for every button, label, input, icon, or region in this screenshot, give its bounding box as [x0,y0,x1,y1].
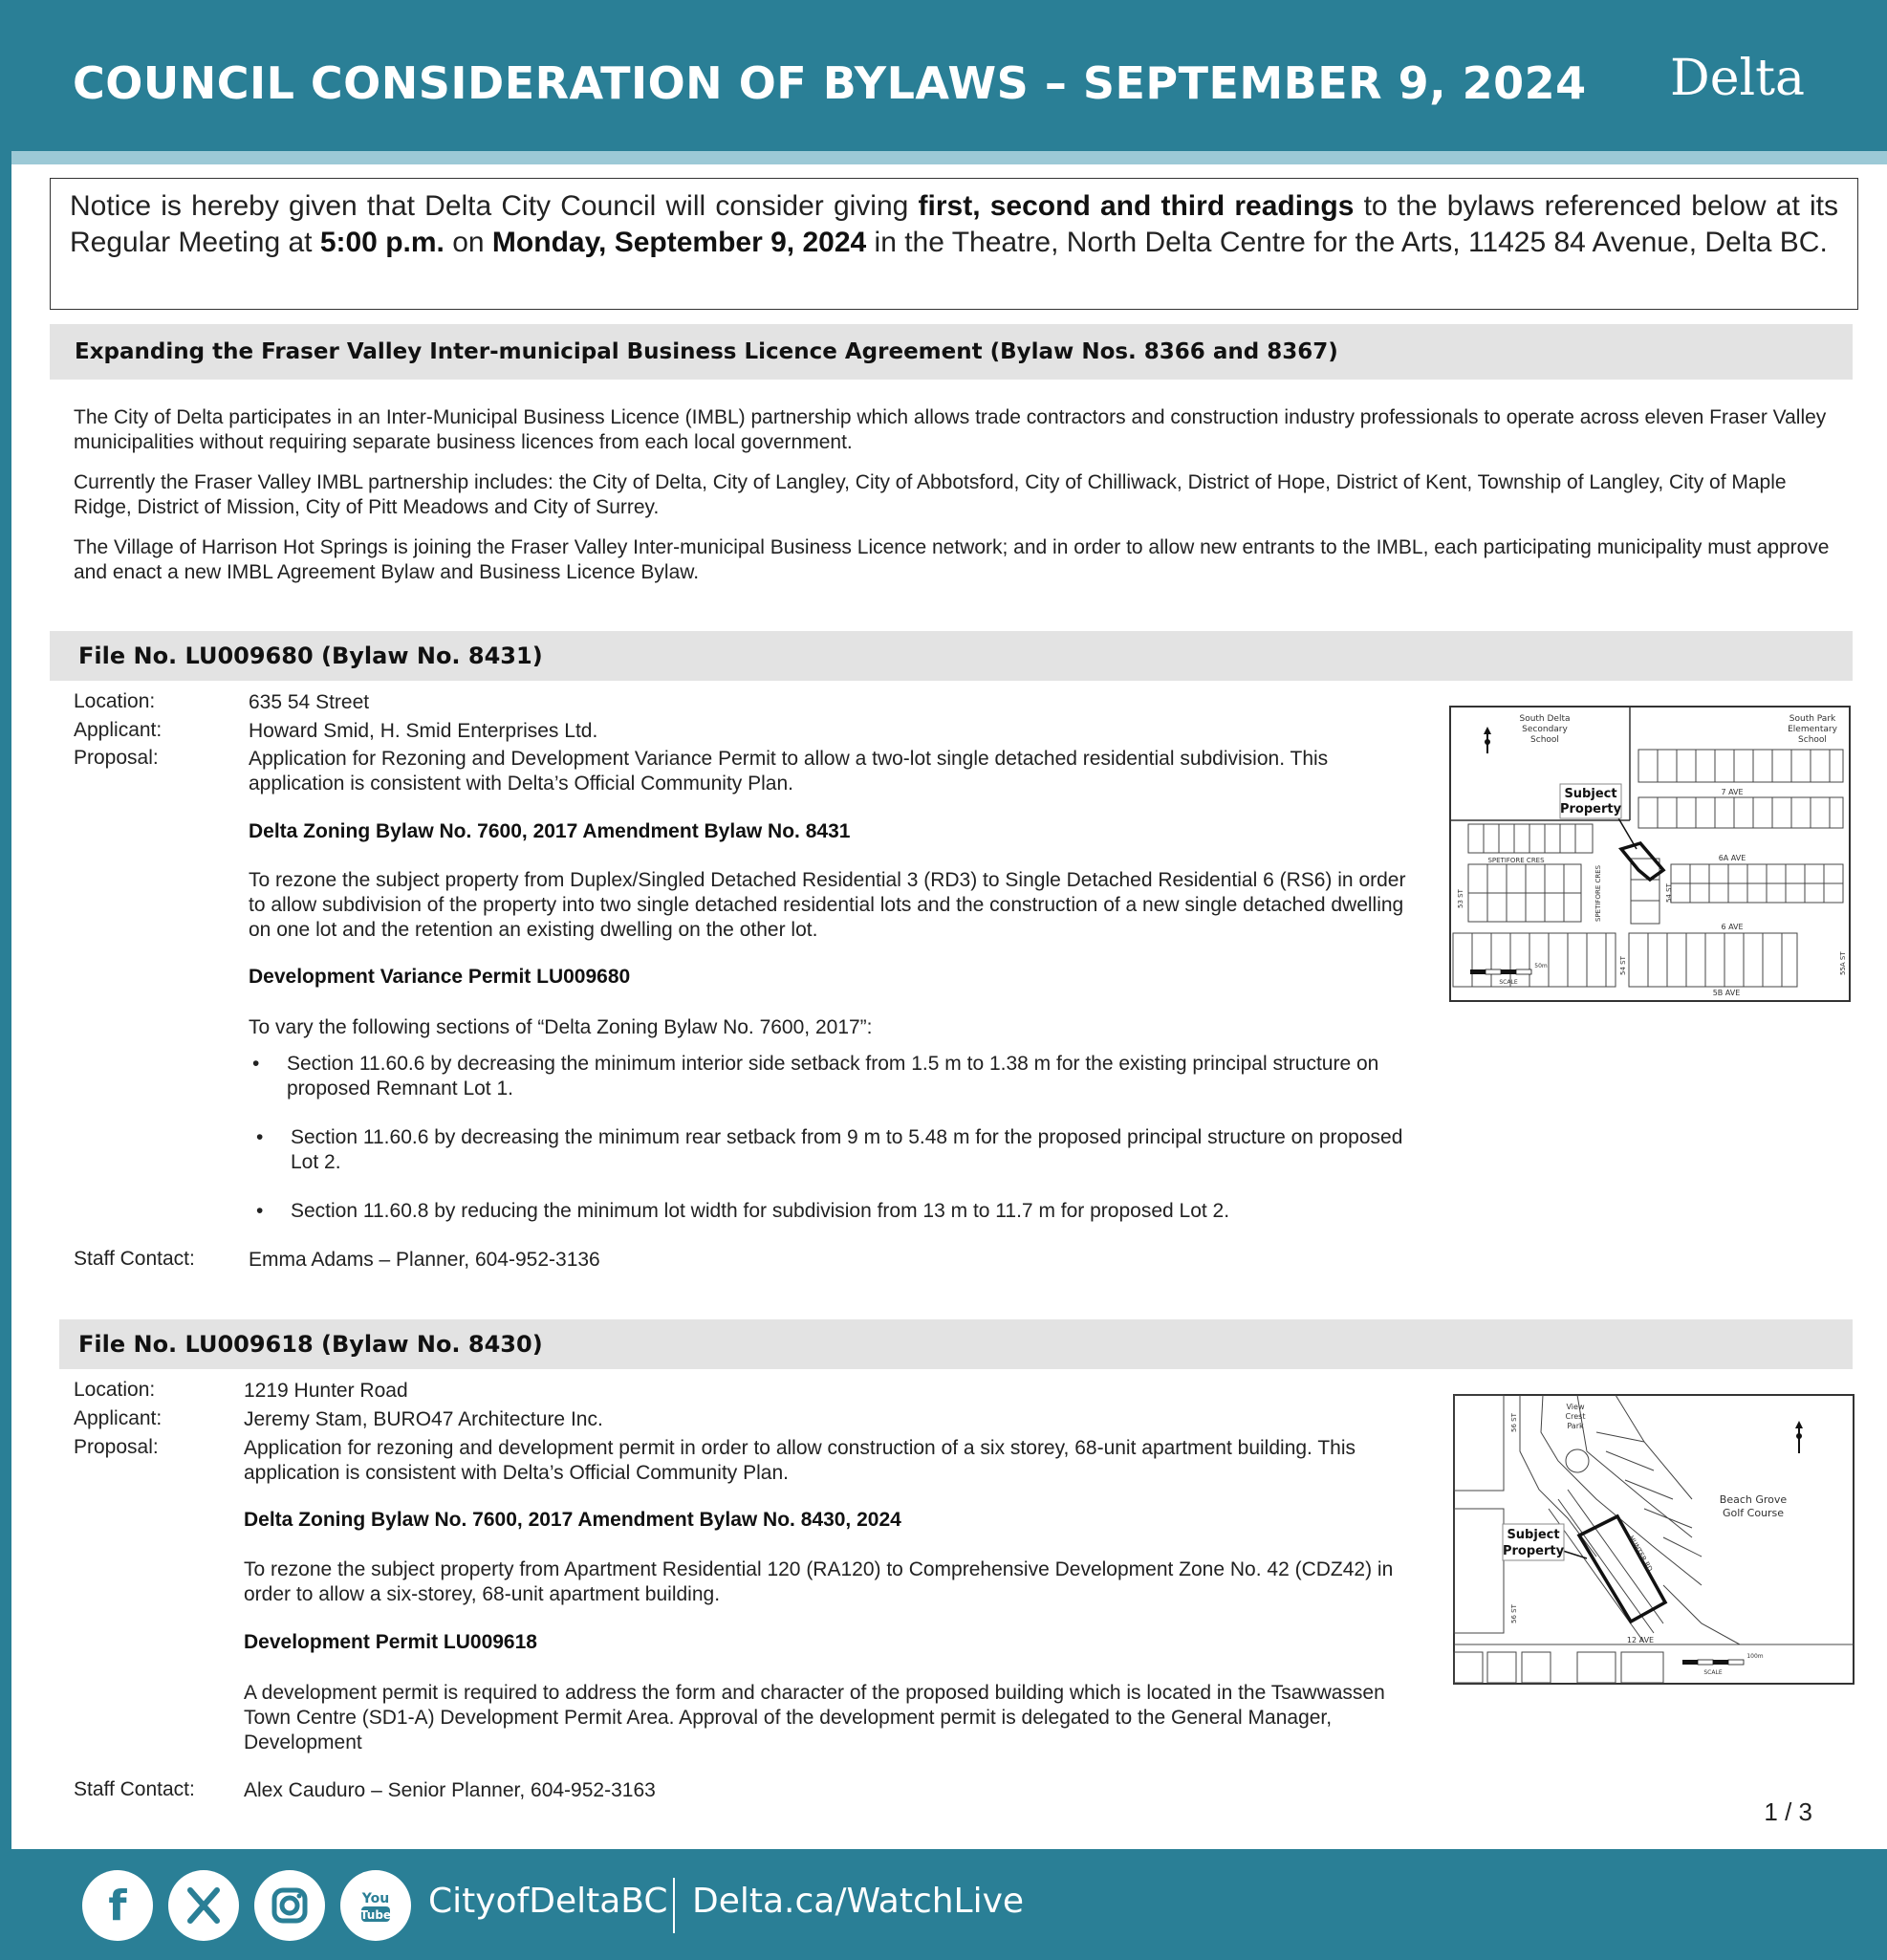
delta-logo: Delta [1670,50,1805,107]
file1-proposal: Application for Rezoning and Development Variance Permit to allow a two-lot single detached residential subdivision. This application is consistent with Delta’s Official Community Plan. [249,748,1329,795]
notice-text-4: in the Theatre, North Delta Centre for the Arts, 11425 84 Avenue, Delta BC. [866,227,1828,258]
file1-map-school1-1: South Delta [1519,714,1571,724]
file2-applicant: Jeremy Stam, BURO47 Architecture Inc. [244,1408,603,1430]
notice-readings: first, second and third readings [918,190,1355,222]
file1-map-subject-1: Subject [1564,787,1617,801]
file2-location-map [1453,1394,1854,1685]
file1-variance-item: • Section 11.60.8 by reducing the minimum lot width for subdivision from 13 m to 11.7 m for proposed Lot 2. [256,1200,1230,1222]
x-icon[interactable] [168,1870,239,1941]
file1-applicant: Howard Smid, H. Smid Enterprises Ltd. [249,720,598,742]
file2-zoning-text: To rezone the subject property from Apartment Residential 120 (RA120) to Comprehensive Development Zone No. 42 (CDZ42) in order to allow a six-storey, 68-unit apartment building. [244,1558,1394,1605]
file2-map-scale-label: SCALE [1703,1669,1723,1676]
svg-text:Tube: Tube [359,1908,392,1922]
file1-map-school1-3: School [1530,735,1559,745]
imbl-paragraph-2: Currently the Fraser Valley IMBL partnership includes: the City of Delta, City of Langley, City of Abbotsford, City of Chilliwack, District of Hope, District of Kent, Township of Langley, City of Maple Ridge, District of Mission, City of Pitt Meadows and City of Surrey. [74,471,1787,518]
file1-variance-item: • Section 11.60.6 by decreasing the minimum rear setback from 9 m to 5.48 m for the proposed principal structure on proposed Lot 2. [256,1126,1403,1173]
file2-map-park-3: Park [1567,1422,1584,1430]
notice-page [11,164,1887,1849]
file1-map-drawing [1449,706,1851,1002]
svg-text:f: f [108,1882,127,1930]
file1-map-street: 7 AVE [1721,788,1744,796]
file1-variance-item: • Section 11.60.6 by decreasing the minimum interior side setback from 1.5 m to 1.38 m for the existing principal structure on proposed Remnant Lot 1. [252,1053,1379,1100]
file2-map-street: 56 ST [1510,1413,1518,1432]
file1-zoning-text: To rezone the subject property from Duplex/Singled Detached Residential 3 (RD3) to Single Detached Residential 6 (RS6) in order to allow subdivision of the property into two single detached residential lots and the construction of a new single detached dwelling on one lot and the retention an existing dwelling on the other lot. [249,869,1406,941]
file2-section-heading: File No. LU009618 (Bylaw No. 8430) [59,1319,1853,1369]
bullet-dot: • [256,1126,264,1148]
footer-bar [0,1849,1887,1960]
file2-map-park-1: View [1566,1403,1585,1411]
file2-map-street: 12 AVE [1626,1636,1655,1644]
file2-map-street: 56 ST [1510,1604,1518,1623]
file2-map-subject-1: Subject [1507,1528,1560,1542]
file2-map-subject-2: Property [1502,1544,1565,1558]
file2-map-park-2: Crest [1565,1412,1586,1421]
file2-staff-label: Staff Contact: [74,1778,195,1800]
file1-staff-label: Staff Contact: [74,1248,195,1270]
file1-map-school2-2: Elementary [1788,725,1837,734]
file2-map-golf-2: Golf Course [1722,1507,1785,1519]
notice-box [50,178,1858,310]
file1-staff-contact: Emma Adams – Planner, 604-952-3136 [249,1249,600,1271]
bullet-dot: • [256,1200,264,1222]
imbl-paragraph-1: The City of Delta participates in an Inter-Municipal Business Licence (IMBL) partnership which allows trade contractors and construction industry professionals to operate across eleven Fraser Valley municipalities without requiring separate business licences from each local government. [74,406,1827,453]
file1-section-heading: File No. LU009680 (Bylaw No. 8431) [50,631,1853,681]
youtube-icon[interactable] [340,1870,411,1941]
file1-map-school2-3: School [1798,735,1827,745]
facebook-icon[interactable] [82,1870,153,1941]
file1-map-street: 55A ST [1839,951,1847,975]
file2-staff-contact: Alex Cauduro – Senior Planner, 604-952-3163 [244,1779,656,1801]
notice-date: Monday, September 9, 2024 [491,227,867,258]
page-title: COUNCIL CONSIDERATION OF BYLAWS – SEPTEMBER 9, 2024 [73,57,1587,109]
footer-divider [673,1878,675,1933]
file2-location-label: Location: [74,1379,156,1401]
notice-text-2: to the bylaws referenced below at its Regular Meeting at [70,190,1839,258]
bullet-dot: • [252,1053,260,1075]
header-banner [0,0,1887,151]
file2-zoning-heading: Delta Zoning Bylaw No. 7600, 2017 Amendment Bylaw No. 8430, 2024 [244,1509,901,1531]
file1-map-street: SPETIFORE CRES [1594,864,1602,922]
file2-map-scale-end: 100m [1746,1653,1764,1660]
file1-map-scale-label: SCALE [1499,979,1518,986]
file1-proposal-label: Proposal: [74,747,159,769]
file1-map-street: SPETIFORE CRES [1487,857,1545,864]
file1-map-scale-end: 50m [1534,963,1548,969]
file1-map-street: 6 AVE [1721,923,1744,931]
file1-map-street: 54 ST [1619,956,1627,975]
file1-map-street: 6A AVE [1718,854,1746,862]
instagram-icon[interactable] [254,1870,325,1941]
file1-map-subject-2: Property [1559,802,1622,817]
file1-applicant-label: Applicant: [74,719,163,741]
file1-location-map [1449,706,1851,1002]
file2-map-drawing [1453,1394,1854,1685]
header-accent-strip [11,151,1887,164]
imbl-section-heading: Expanding the Fraser Valley Inter-municipal Business Licence Agreement (Bylaw Nos. 8366 and 8367) [50,324,1853,380]
social-handle[interactable]: CityofDeltaBC [428,1882,668,1921]
notice-text-3: on [444,227,492,258]
watch-live-link[interactable]: Delta.ca/WatchLive [692,1882,1025,1921]
file1-map-school2-1: South Park [1789,714,1836,724]
imbl-paragraph-3: The Village of Harrison Hot Springs is joining the Fraser Valley Inter-municipal Business Licence network; and in order to allow new entrants to the IMBL, each participating municipality must approve and enact a new IMBL Agreement Bylaw and Business Licence Bylaw. [74,536,1830,583]
file2-applicant-label: Applicant: [74,1407,163,1429]
file2-proposal: Application for rezoning and development permit in order to allow construction of a six storey, 68-unit apartment building. This application is consistent with Delta’s Official Community Plan. [244,1437,1356,1484]
file2-proposal-label: Proposal: [74,1436,159,1458]
file2-map-street: HUNTER RD [1627,1535,1655,1574]
notice-time: 5:00 p.m. [319,227,445,258]
file1-map-street: 54 ST [1665,883,1673,903]
file2-location: 1219 Hunter Road [244,1380,408,1402]
notice-text-1: Notice is hereby given that Delta City Council will consider giving [70,190,919,222]
file1-map-street: 53 ST [1457,889,1464,908]
file2-map-golf-1: Beach Grove [1719,1493,1788,1506]
file1-location-label: Location: [74,690,156,712]
page-number: 1 / 3 [1764,1797,1812,1826]
svg-text:You: You [361,1891,390,1906]
file2-dp-text: A development permit is required to address the form and character of the proposed building which is located in the Tsawwassen Town Centre (SD1-A) Development Permit Area. Approval of the development permit is delegated to the General Manager, Development [244,1682,1385,1753]
file2-dp-heading: Development Permit LU009618 [244,1631,537,1653]
file1-dvp-heading: Development Variance Permit LU009680 [249,966,631,988]
file1-map-street: 5B AVE [1712,989,1741,997]
file1-zoning-heading: Delta Zoning Bylaw No. 7600, 2017 Amendment Bylaw No. 8431 [249,820,851,842]
file1-location: 635 54 Street [249,691,370,713]
file1-map-school1-2: Secondary [1522,725,1568,734]
file1-dvp-intro: To vary the following sections of “Delta Zoning Bylaw No. 7600, 2017”: [249,1016,873,1038]
